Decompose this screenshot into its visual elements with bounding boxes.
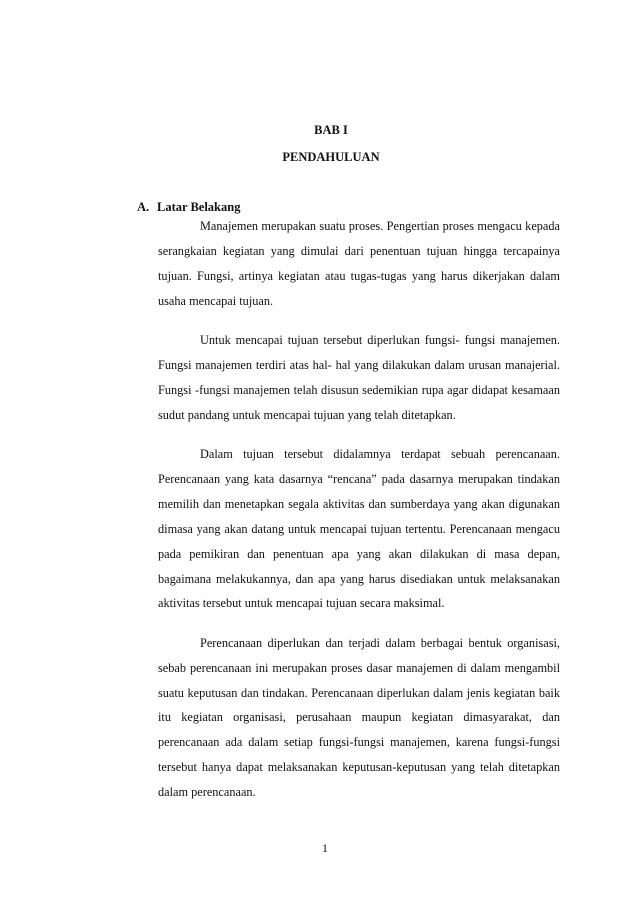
paragraph: Manajemen merupakan suatu proses. Pengertian proses mengacu kepada serangkaian kegiatan yang dimulai dari penentuan tujuan hingga tercapainya tujuan. Fungsi, artinya kegiatan atau tugas-tugas yang harus dikerjakan dalam usaha mencapai tujuan. xyxy=(158,219,560,308)
section-title: Latar Belakang xyxy=(157,200,241,214)
page-number: 1 xyxy=(322,841,328,855)
section-heading xyxy=(137,199,240,215)
paragraph: Perencanaan diperlukan dan terjadi dalam berbagai bentuk organisasi, sebab perencanaan ini merupakan proses dasar manajemen di dalam mengambil suatu keputusan dan tindakan. Perencanaan diperlukan dalam jenis kegiatan baik itu kegiatan organisasi, perusahaan maupun kegiatan dimasyarakat, dan perencanaan ada dalam setiap fungsi-fungsi manajemen, karena fungsi-fungsi tersebut hanya dapat melaksanakan keputusan-keputusan yang telah ditetapkan dalam perencanaan. xyxy=(158,635,560,800)
chapter-title: PENDAHULUAN xyxy=(282,150,380,164)
section-marker: A. xyxy=(137,200,150,214)
paragraph: Dalam tujuan tersebut didalamnya terdapat sebuah perencanaan. Perencanaan yang kata dasarnya “rencana” pada dasarnya merupakan tindakan memilih dan menetapkan segala aktivitas dan sumberdaya yang akan digunakan dimasa yang akan datang untuk mencapai tujuan tertentu. Perencanaan mengacu pada pemikiran dan penentuan apa yang akan dilakukan di masa depan, bagaimana melakukannya, dan apa yang harus disediakan untuk melaksanakan aktivitas tersebut untuk mencapai tujuan secara maksimal. xyxy=(158,447,560,611)
paragraph: Untuk mencapai tujuan tersebut diperlukan fungsi- fungsi manajemen. Fungsi manajemen terdiri atas hal- hal yang dilakukan dalam urusan manajerial. Fungsi -fungsi manajemen telah disusun sedemikian rupa agar didapat kesamaan sudut pandang untuk mencapai tujuan yang telah ditetapkan. xyxy=(158,333,560,422)
body-text xyxy=(158,214,560,820)
chapter-number: BAB I xyxy=(314,123,348,137)
